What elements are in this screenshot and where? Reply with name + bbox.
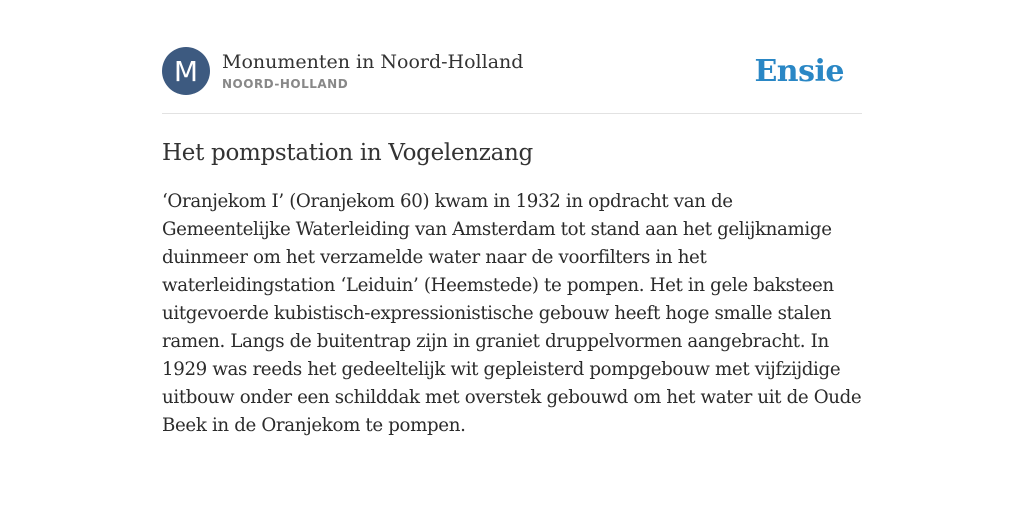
site-title[interactable]: Monumenten in Noord-Holland — [222, 50, 524, 73]
site-header — [162, 46, 862, 96]
article-title: Het pompstation in Vogelenzang — [162, 140, 533, 166]
article-body: ‘Oranjekom I’ (Oranjekom 60) kwam in 1932 in opdracht van de Gemeentelijke Waterleiding van Amsterdam tot stand aan het gelijknamige duinmeer om het verzamelde water naar de voorfilters in het waterleidingstation ‘Leiduin’ (Heemstede) te pompen. Het in gele baksteen uitgevoerde kubistisch-expressionistische gebouw heeft hoge smalle stalen ramen. Langs de buitentrap zijn in graniet druppelvormen aangebracht. In 1929 was reeds het gedeeltelijk wit gepleisterd pompgebouw met vijfzijdige uitbouw onder een schilddak met overstek gebouwd om het water uit de Oude Beek in de Oranjekom te pompen. — [162, 191, 862, 436]
brand-logo[interactable]: Ensie — [754, 53, 844, 89]
avatar[interactable]: M — [162, 47, 210, 95]
header-text — [222, 50, 523, 93]
site-subtitle[interactable]: NOORD-HOLLAND — [222, 76, 349, 91]
header-divider — [162, 113, 862, 114]
page-container — [162, 46, 862, 440]
